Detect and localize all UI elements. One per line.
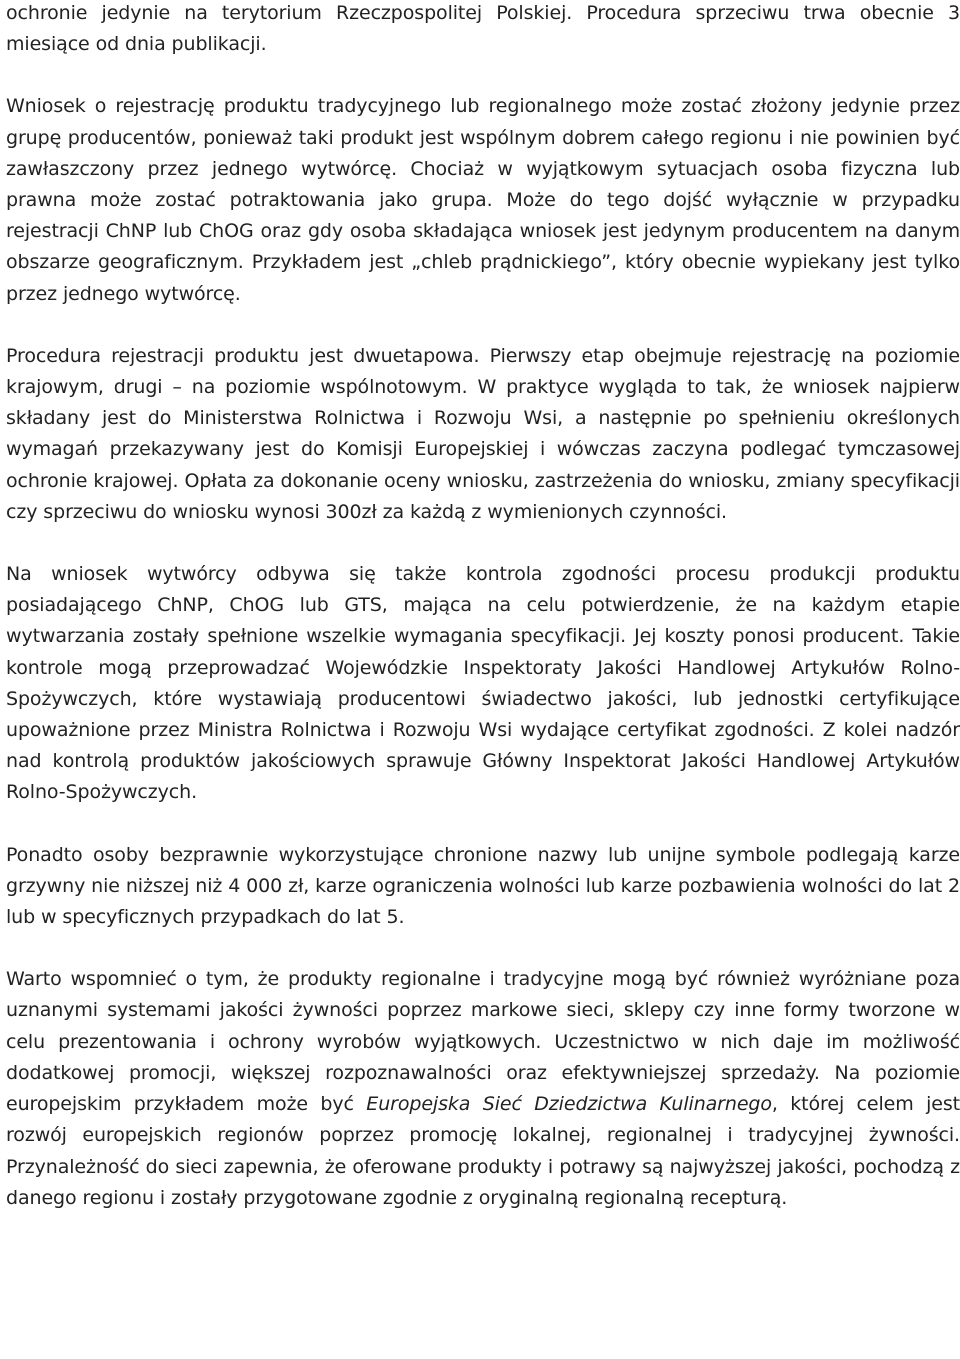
paragraph-protection-procedure: ochronie jedynie na terytorium Rzeczpospolitej Polskiej. Procedura sprzeciwu trwa obecnie 3 miesiące od dnia publikacji. xyxy=(6,2,960,56)
paragraph-application-eligibility: Wniosek o rejestrację produktu tradycyjnego lub regionalnego może zostać złożony jedynie przez grupę producentów, ponieważ taki produkt jest wspólnym dobrem całego regionu i nie powinien być zawłaszczony przez jednego wytwórcę. Chociaż w wyjątkowym sytuacjach osoba fizyczna lub prawna może zostać potraktowania jako grupa. Może do tego dojść wyłącznie w przypadku rejestracji ChNP lub ChOG oraz gdy osoba składająca wniosek jest jedynym producentem na danym obszarze geograficznym. Przykładem jest „chleb prądnickiego”, który obecnie wypiekany jest tylko przez jednego wytwórcę. xyxy=(6,95,960,305)
network-name-emphasis: Europejska Sieć Dziedzictwa Kulinarnego xyxy=(366,1093,772,1116)
document-page xyxy=(6,0,960,1214)
paragraph-registration-procedure: Procedura rejestracji produktu jest dwuetapowa. Pierwszy etap obejmuje rejestrację na poziomie krajowym, drugi – na poziomie wspólnotowym. W praktyce wygląda to tak, że wniosek najpierw składany jest do Ministerstwa Rolnictwa i Rozwoju Wsi, a następnie po spełnieniu określonych wymagań przekazywany jest do Komisji Europejskiej i wówczas zaczyna podlegać tymczasowej ochronie krajowej. Opłata za dokonanie oceny wniosku, zastrzeżenia do wniosku, zmiany specyfikacji czy sprzeciwu do wniosku wynosi 300zł za każdą z wymienionych czynności. xyxy=(6,344,960,523)
paragraph-gap xyxy=(6,310,960,341)
paragraph-gap xyxy=(6,60,960,91)
paragraph-production-control: Na wniosek wytwórcy odbywa się także kontrola zgodności procesu produkcji produktu posiadającego ChNP, ChOG lub GTS, mająca na celu potwierdzenie, że na każdym etapie wytwarzania zostały spełnione wszelkie wymagania specyfikacji. Jej koszty ponosi producent. Takie kontrole mogą przeprowadzać Wojewódzkie Inspektoraty Jakości Handlowej Artykułów Rolno-Spożywczych, które wystawiają producentowi świadectwo jakości, lub jednostki certyfikujące upoważnione przez Ministra Rolnictwa i Rozwoju Wsi wydające certyfikat zgodności. Z kolei nadzór nad kontrolą produktów jakościowych sprawuje Główny Inspektorat Jakości Handlowej Artykułów Rolno-Spożywczych. xyxy=(6,563,960,804)
paragraph-regional-networks xyxy=(6,964,960,1214)
paragraph-gap xyxy=(6,933,960,964)
paragraph-regional-networks-after: , której celem jest rozwój europejskich regionów poprzez promocję lokalnej, regionalnej i tradycyjnej żywności. Przynależność do sieci zapewnia, że oferowane produkty i potrawy są najwyższej jakości, pochodzą z danego regionu i zostały przygotowane zgodnie z oryginalną regionalną recepturą. xyxy=(6,1093,960,1209)
paragraph-regional-networks-before: Warto wspomnieć o tym, że produkty regionalne i tradycyjne mogą być również wyróżniane poza uznanymi systemami jakości żywności poprzez markowe sieci, sklepy czy inne formy tworzone w celu prezentowania i ochrony wyrobów wyjątkowych. Uczestnictwo w nich daje im możliwość dodatkowej promocji, większej rozpoznawalności oraz efektywniejszej sprzedaży. Na poziomie europejskim przykładem może być xyxy=(6,968,960,1116)
paragraph-gap xyxy=(6,528,960,559)
paragraph-gap xyxy=(6,809,960,840)
paragraph-penalties: Ponadto osoby bezprawnie wykorzystujące chronione nazwy lub unijne symbole podlegają karze grzywny nie niższej niż 4 000 zł, karze ograniczenia wolności lub karze pozbawienia wolności do lat 2 lub w specyficznych przypadkach do lat 5. xyxy=(6,843,960,929)
